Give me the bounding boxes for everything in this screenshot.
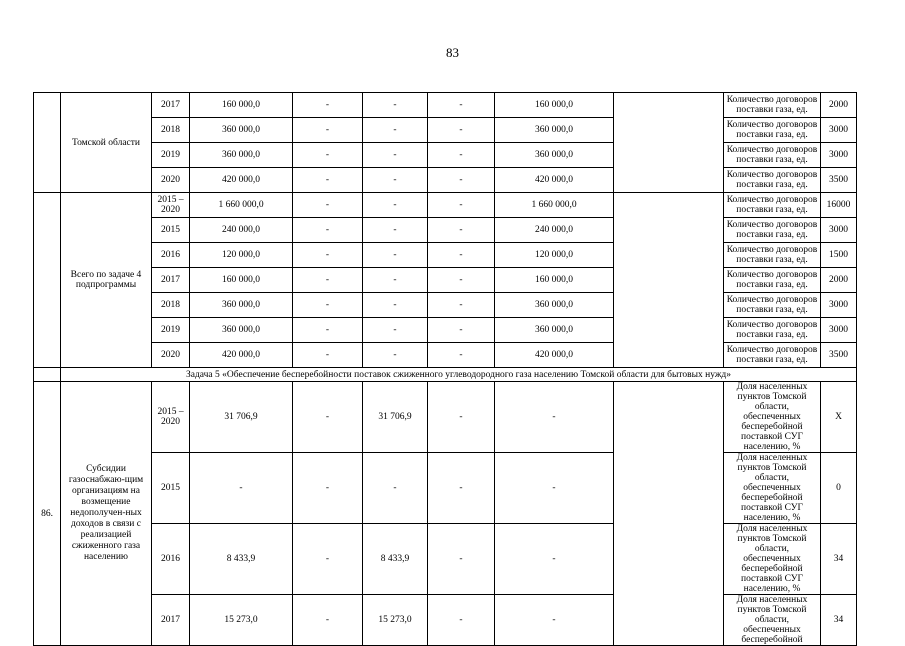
section-1-body [34,93,857,193]
indicator-value: 2000 [821,93,857,118]
fund-cell: - [428,93,495,118]
total-cell: 1 660 000,0 [190,193,293,218]
fund-cell: - [293,218,363,243]
fund-cell: - [363,293,428,318]
fund-cell: - [293,595,363,646]
fund-cell: - [428,193,495,218]
total-cell: 360 000,0 [190,143,293,168]
fund-cell: - [428,118,495,143]
fund-cell: 1 660 000,0 [495,193,614,218]
fund-cell: - [428,268,495,293]
year-cell: 2016 [152,243,190,268]
fund-cell: - [428,243,495,268]
fund-cell: 31 706,9 [363,382,428,453]
indicator-value: 3000 [821,143,857,168]
fund-cell: - [363,218,428,243]
year-cell: 2017 [152,268,190,293]
fund-cell: 15 273,0 [363,595,428,646]
indicator-cell: Количество договоров поставки газа, ед. [724,293,821,318]
total-cell: 31 706,9 [190,382,293,453]
total-cell: 360 000,0 [190,118,293,143]
fund-cell: - [363,143,428,168]
fund-cell: - [293,243,363,268]
program-table [33,92,857,646]
fund-cell: - [363,93,428,118]
fund-cell: - [428,595,495,646]
total-cell: 8 433,9 [190,524,293,595]
indicator-cell: Количество договоров поставки газа, ед. [724,343,821,368]
year-cell: 2016 [152,524,190,595]
fund-cell: - [363,318,428,343]
indicator-value: 2000 [821,268,857,293]
fund-cell: - [495,453,614,524]
fund-cell: 8 433,9 [363,524,428,595]
fund-cell: - [495,595,614,646]
fund-cell: - [363,193,428,218]
table-row [34,118,857,143]
fund-cell: - [428,168,495,193]
year-cell: 2015 – 2020 [152,382,190,453]
total-cell: 420 000,0 [190,168,293,193]
indicator-cell: Количество договоров поставки газа, ед. [724,168,821,193]
indicator-value: 3500 [821,343,857,368]
indicator-cell: Количество договоров поставки газа, ед. [724,193,821,218]
indicator-cell: Доля населенных пунктов Томской области, обеспеченных бесперебойной [724,595,821,646]
task-row [34,368,857,382]
num-cell [34,93,61,193]
indicator-cell: Количество договоров поставки газа, ед. [724,218,821,243]
total-cell: 15 273,0 [190,595,293,646]
total-cell: 360 000,0 [190,318,293,343]
fund-cell: 420 000,0 [495,343,614,368]
indicator-value: 16000 [821,193,857,218]
fund-cell: - [293,343,363,368]
num-cell [34,368,61,382]
year-cell: 2018 [152,293,190,318]
fund-cell: - [363,453,428,524]
executor-cell [614,193,724,368]
total-cell: 160 000,0 [190,93,293,118]
fund-cell: - [363,243,428,268]
table-row [34,218,857,243]
executor-cell [614,382,724,646]
year-cell: 2017 [152,93,190,118]
table-row [34,318,857,343]
fund-cell: - [428,524,495,595]
year-cell: 2020 [152,343,190,368]
fund-cell: - [428,382,495,453]
fund-cell: 240 000,0 [495,218,614,243]
measure-name: Томской области [61,93,152,193]
indicator-cell: Количество договоров поставки газа, ед. [724,268,821,293]
indicator-value: 34 [821,595,857,646]
fund-cell: - [293,168,363,193]
fund-cell: - [293,318,363,343]
table-row [34,382,857,453]
year-cell: 2015 – 2020 [152,193,190,218]
indicator-value: 3500 [821,168,857,193]
year-cell: 2019 [152,143,190,168]
fund-cell: 160 000,0 [495,268,614,293]
indicator-cell: Количество договоров поставки газа, ед. [724,318,821,343]
year-cell: 2018 [152,118,190,143]
total-cell: 240 000,0 [190,218,293,243]
fund-cell: - [293,268,363,293]
indicator-value: 3000 [821,293,857,318]
fund-cell: - [293,453,363,524]
task-5-body [34,368,857,382]
indicator-value: 34 [821,524,857,595]
year-cell: 2019 [152,318,190,343]
table-row [34,143,857,168]
fund-cell: - [293,524,363,595]
indicator-value: 1500 [821,243,857,268]
table-row [34,168,857,193]
fund-cell: - [495,382,614,453]
indicator-value: 3000 [821,318,857,343]
fund-cell: 360 000,0 [495,143,614,168]
executor-cell [614,93,724,193]
measure-name: Всего по задаче 4 подпрограммы [61,193,152,368]
total-cell: 120 000,0 [190,243,293,268]
total-cell: 360 000,0 [190,293,293,318]
fund-cell: - [363,268,428,293]
indicator-cell: Количество договоров поставки газа, ед. [724,93,821,118]
fund-cell: - [428,453,495,524]
table-row [34,93,857,118]
table-row [34,453,857,524]
year-cell: 2015 [152,453,190,524]
indicator-cell: Количество договоров поставки газа, ед. [724,118,821,143]
section-3-body [34,382,857,646]
fund-cell: - [293,382,363,453]
indicator-value: 0 [821,453,857,524]
measure-number: 86. [34,382,61,646]
table-row [34,524,857,595]
fund-cell: - [293,93,363,118]
fund-cell: - [495,524,614,595]
fund-cell: - [428,343,495,368]
fund-cell: 160 000,0 [495,93,614,118]
fund-cell: 420 000,0 [495,168,614,193]
fund-cell: - [293,143,363,168]
fund-cell: - [363,118,428,143]
total-cell: 420 000,0 [190,343,293,368]
fund-cell: - [428,218,495,243]
fund-cell: - [428,293,495,318]
fund-cell: - [363,343,428,368]
indicator-value: X [821,382,857,453]
indicator-cell: Доля населенных пунктов Томской области, обеспеченных бесперебойной поставкой СУГ населению, % [724,382,821,453]
table-row [34,343,857,368]
fund-cell: 360 000,0 [495,318,614,343]
indicator-cell: Доля населенных пунктов Томской области, обеспеченных бесперебойной поставкой СУГ населению, % [724,524,821,595]
total-cell: 160 000,0 [190,268,293,293]
measure-name: Субсидии газоснабжаю-щим организациям на возмещение недополучен-ных доходов в связи с реализацией сжиженного газа населению [61,382,152,646]
indicator-cell: Количество договоров поставки газа, ед. [724,243,821,268]
table-row [34,193,857,218]
table-row [34,243,857,268]
total-cell: - [190,453,293,524]
indicator-cell: Доля населенных пунктов Томской области, обеспеченных бесперебойной поставкой СУГ населению, % [724,453,821,524]
year-cell: 2020 [152,168,190,193]
table-row [34,595,857,646]
fund-cell: - [293,118,363,143]
fund-cell: - [293,193,363,218]
fund-cell: - [363,168,428,193]
table-row [34,268,857,293]
table-row [34,293,857,318]
indicator-value: 3000 [821,118,857,143]
indicator-value: 3000 [821,218,857,243]
year-cell: 2015 [152,218,190,243]
year-cell: 2017 [152,595,190,646]
fund-cell: - [428,143,495,168]
fund-cell: - [428,318,495,343]
indicator-cell: Количество договоров поставки газа, ед. [724,143,821,168]
page-number: 83 [446,45,459,60]
num-cell [34,193,61,368]
section-2-body [34,193,857,368]
fund-cell: - [293,293,363,318]
fund-cell: 360 000,0 [495,118,614,143]
fund-cell: 120 000,0 [495,243,614,268]
fund-cell: 360 000,0 [495,293,614,318]
task-5-heading: Задача 5 «Обеспечение бесперебойности поставок сжиженного углеводородного газа населению Томской области для бытовых нужд» [61,368,857,382]
